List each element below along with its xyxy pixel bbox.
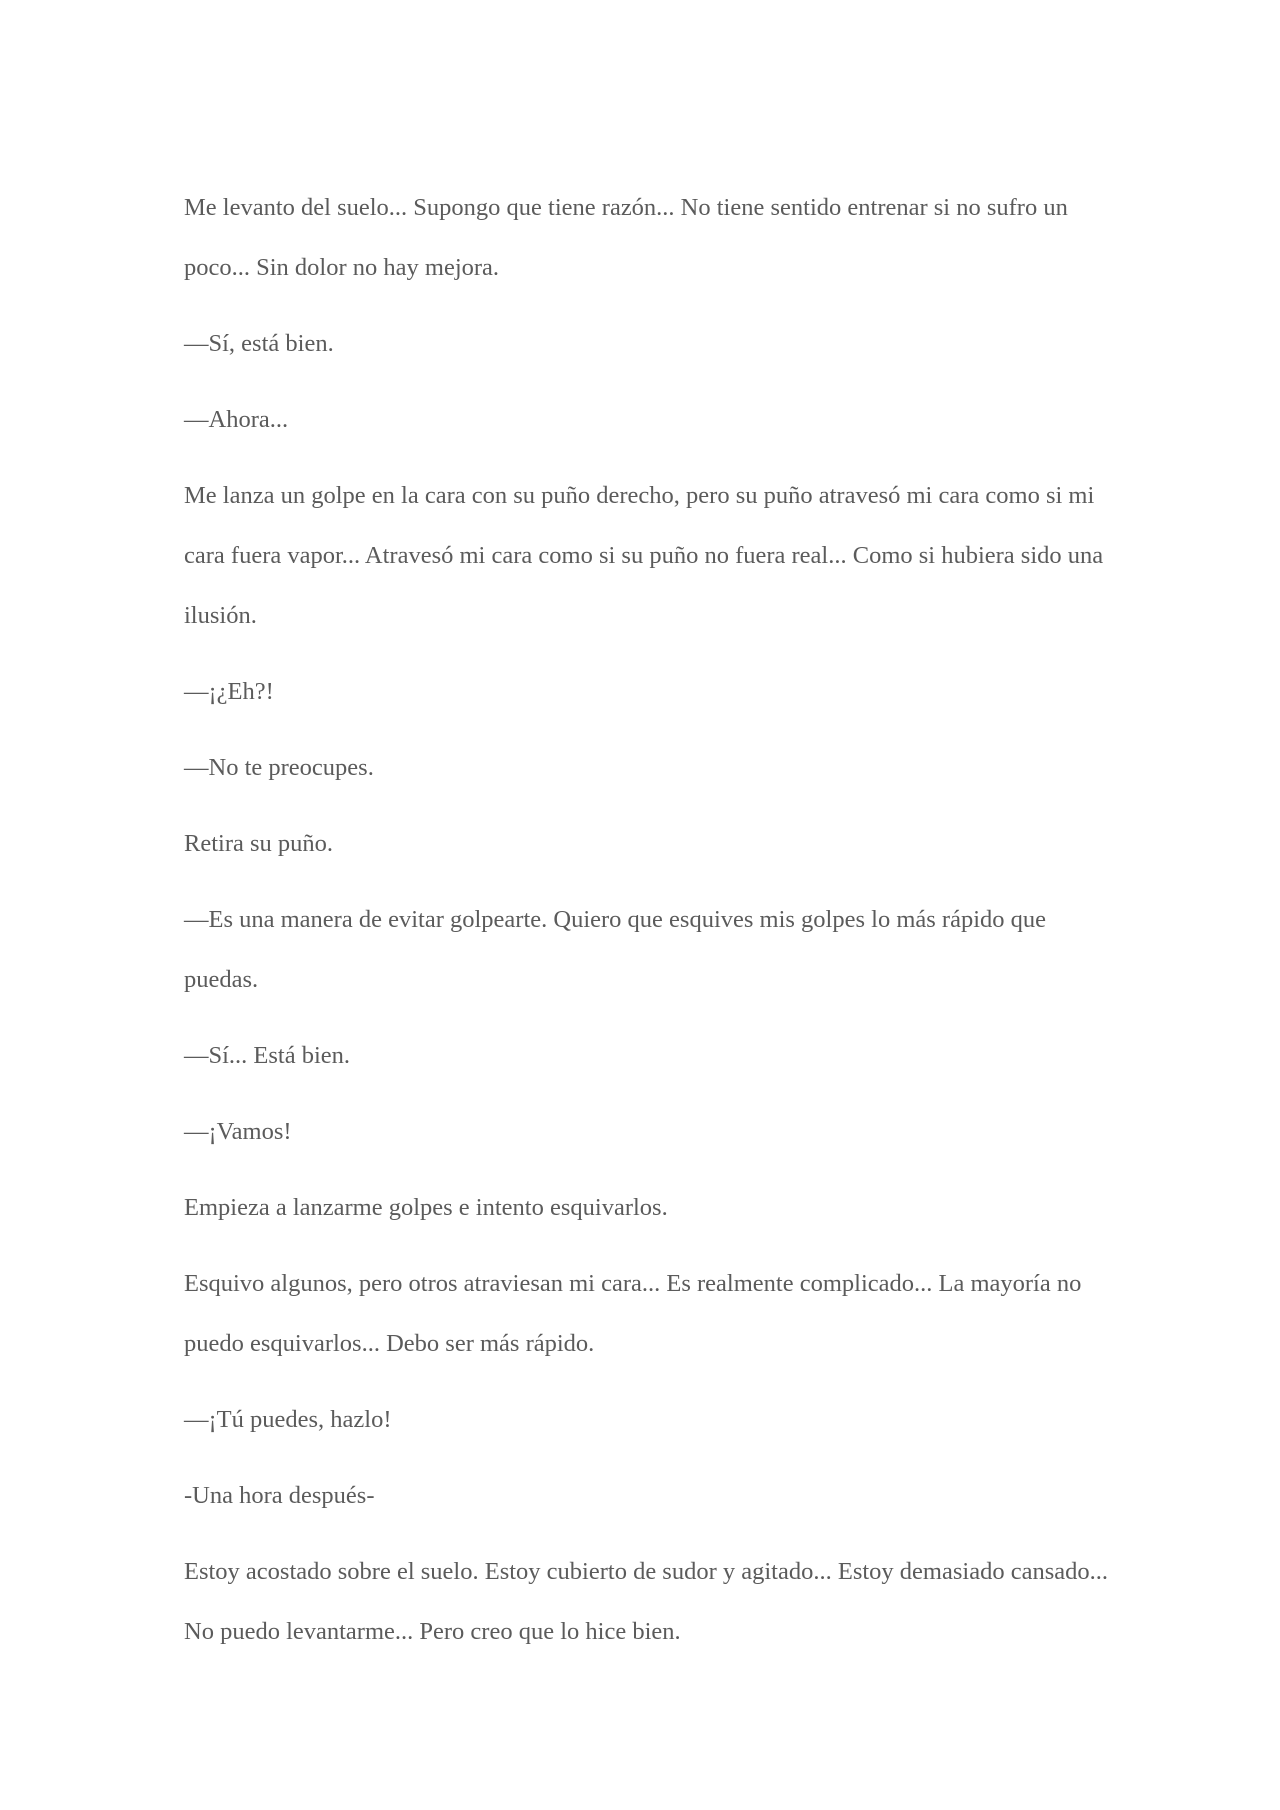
paragraph-4: Me lanza un golpe en la cara con su puño derecho, pero su puño atravesó mi cara como si mi cara fuera vapor... Atravesó mi cara como si su puño no fuera real... Como si hubiera sido una ilusión. xyxy=(184,482,1104,629)
paragraph-13: —¡Tú puedes, hazlo! xyxy=(184,1406,392,1433)
paragraph-10: —¡Vamos! xyxy=(184,1118,292,1145)
paragraph-6: —No te preocupes. xyxy=(184,754,374,781)
paragraph-14: -Una hora después- xyxy=(184,1482,375,1509)
paragraph-8: —Es una manera de evitar golpearte. Quiero que esquives mis golpes lo más rápido que puedas. xyxy=(184,906,1047,993)
paragraph-1: Me levanto del suelo... Supongo que tiene razón... No tiene sentido entrenar si no sufro un poco... Sin dolor no hay mejora. xyxy=(184,194,1068,281)
paragraph-11: Empieza a lanzarme golpes e intento esquivarlos. xyxy=(184,1194,668,1221)
paragraph-7: Retira su puño. xyxy=(184,830,334,857)
paragraph-3: —Ahora... xyxy=(184,406,289,433)
paragraph-5: —¡¿Eh?! xyxy=(184,678,274,705)
paragraph-2: —Sí, está bien. xyxy=(184,330,334,357)
document-body xyxy=(184,178,1124,1678)
paragraph-15: Estoy acostado sobre el suelo. Estoy cubierto de sudor y agitado... Estoy demasiado cansado... No puedo levantarme... Pero creo que lo hice bien. xyxy=(184,1558,1108,1645)
paragraph-9: —Sí... Está bien. xyxy=(184,1042,351,1069)
paragraph-12: Esquivo algunos, pero otros atraviesan mi cara... Es realmente complicado... La mayoría no puedo esquivarlos... Debo ser más rápido. xyxy=(184,1270,1082,1357)
